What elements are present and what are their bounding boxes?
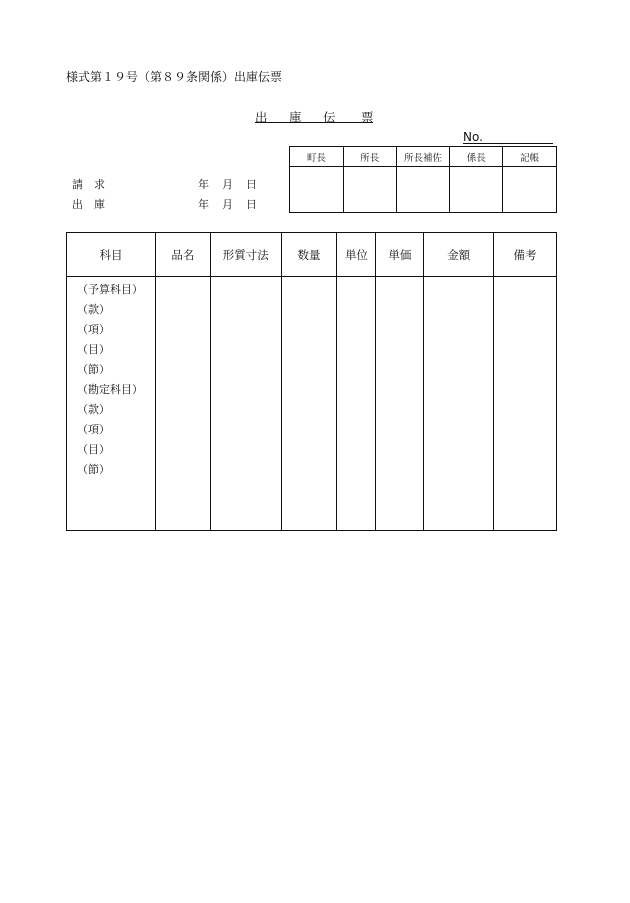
approval-header-mayor: 町長 xyxy=(290,147,344,167)
approval-header-bookkeeping: 記帳 xyxy=(503,147,557,167)
request-year: 年 xyxy=(198,178,209,191)
slip-number-label: No. xyxy=(463,130,483,144)
account-line: （予算科目） xyxy=(77,283,143,296)
issue-day: 日 xyxy=(246,198,257,211)
approval-header-deputy-director: 所長補佐 xyxy=(396,147,450,167)
title-underline xyxy=(255,122,373,123)
column-header-quantity: 数量 xyxy=(281,233,337,277)
specification-cell[interactable] xyxy=(210,277,281,531)
account-line: （款） xyxy=(77,303,110,316)
account-line: （節） xyxy=(77,363,110,376)
column-header-item-name: 品名 xyxy=(155,233,210,277)
remarks-cell[interactable] xyxy=(494,277,557,531)
title-char: 庫 xyxy=(289,110,302,125)
column-header-amount: 金額 xyxy=(424,233,494,277)
request-month: 月 xyxy=(222,178,233,191)
unit-cell[interactable] xyxy=(337,277,376,531)
issue-label: 出 庫 xyxy=(72,198,105,211)
account-line: （節） xyxy=(77,463,110,476)
approval-header-chief: 係長 xyxy=(450,147,503,167)
quantity-cell[interactable] xyxy=(281,277,337,531)
account-line: （目） xyxy=(77,343,110,356)
items-table xyxy=(66,232,557,531)
document-title xyxy=(255,108,373,126)
title-char: 票 xyxy=(361,110,374,125)
request-date-row xyxy=(72,176,257,192)
column-header-specification: 形質寸法 xyxy=(210,233,281,277)
title-char: 伝 xyxy=(323,110,336,125)
account-line: （勘定科目） xyxy=(77,383,143,396)
stamp-box-chief[interactable] xyxy=(450,167,503,213)
form-number: 様式第１９号（第８９条関係）出庫伝票 xyxy=(66,70,283,84)
column-header-unit-price: 単価 xyxy=(376,233,424,277)
slip-number-line xyxy=(463,143,553,144)
stamp-box-mayor[interactable] xyxy=(290,167,344,213)
column-header-account: 科目 xyxy=(67,233,156,277)
approval-stamp-table xyxy=(289,146,557,213)
item-name-cell[interactable] xyxy=(155,277,210,531)
request-day: 日 xyxy=(246,178,257,191)
table-row xyxy=(67,277,557,531)
account-line: （款） xyxy=(77,403,110,416)
column-header-remarks: 備考 xyxy=(494,233,557,277)
account-line: （項） xyxy=(77,423,110,436)
request-label: 請 求 xyxy=(72,178,105,191)
issue-month: 月 xyxy=(222,198,233,211)
approval-header-director: 所長 xyxy=(343,147,396,167)
column-header-unit: 単位 xyxy=(337,233,376,277)
title-char: 出 xyxy=(255,110,268,125)
stamp-box-deputy-director[interactable] xyxy=(396,167,450,213)
account-cell[interactable] xyxy=(67,277,156,531)
stamp-box-director[interactable] xyxy=(343,167,396,213)
account-line: （項） xyxy=(77,323,110,336)
request-date[interactable] xyxy=(198,176,270,192)
unit-price-cell[interactable] xyxy=(376,277,424,531)
issue-date[interactable] xyxy=(198,196,270,212)
amount-cell[interactable] xyxy=(424,277,494,531)
issue-year: 年 xyxy=(198,198,209,211)
stamp-box-bookkeeping[interactable] xyxy=(503,167,557,213)
account-line: （目） xyxy=(77,443,110,456)
issue-date-row xyxy=(72,196,257,212)
